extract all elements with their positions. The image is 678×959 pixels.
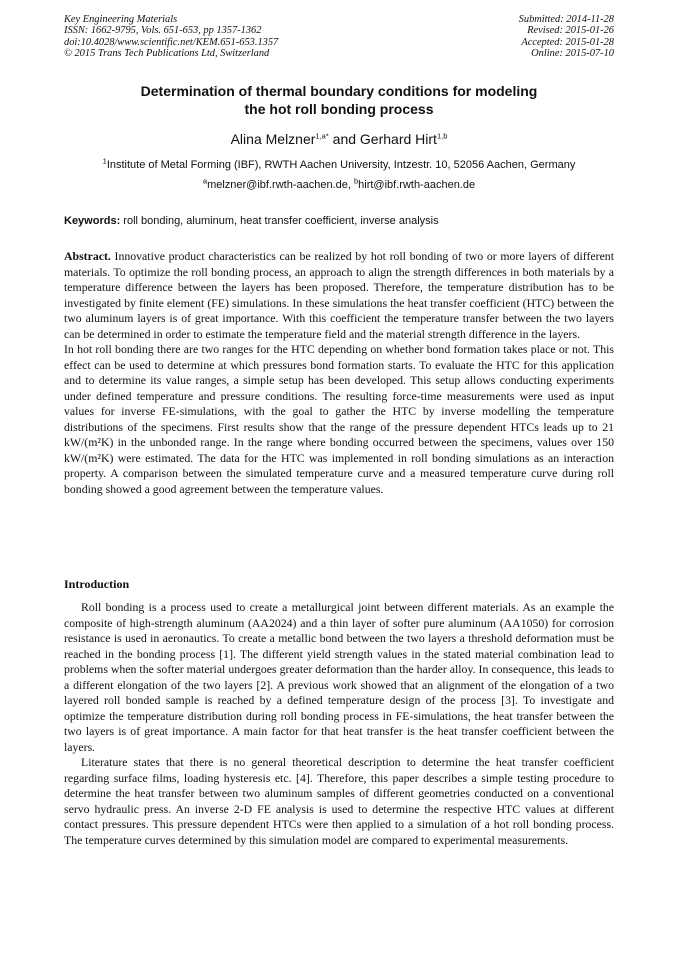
author-list [64,130,614,148]
date-revised: Revised: 2015-01-26 [527,25,614,37]
keywords-text: roll bonding, aluminum, heat transfer coefficient, inverse analysis [120,215,439,227]
abstract [64,249,614,497]
affiliation-sup: 1 [102,156,107,166]
intro-paragraph-1: Roll bonding is a process used to create a metallurgical joint between different materials. As an example the composite of high-strength aluminum (AA2024) and a thin layer of softer pure aluminum (AA1050) for corrosion resistance is used in aeronautics. To create a metallic bond between the two layers a threshold deformation must be reached in the bonding process [1]. The different yield strength values in the stated material combination lead to problems when the softer material undergoes greater deformation than the harder alloy. In consequence, this leads to a different elongation of the two layers [2]. A previous work showed that an alignment of the elongation of a two layered roll bonded sample is reached by a defined temperature design of the process [3]. To investigate and optimize the temperature distribution during roll bonding process in FE-simulations, the heat transfer between the two layers is of great importance. A main factor for that heat transfer is the heat transfer coefficient between the layers. [64,600,614,754]
journal-copyright: © 2015 Trans Tech Publications Ltd, Switzerland [64,48,270,60]
author-1: Alina Melzner [230,131,316,147]
intro-paragraph-2: Literature states that there is no general theoretical description to determine the heat transfer coefficient regarding surface films, loading hysteresis etc. [4]. Therefore, this paper describes a simple testing procedure to determine the heat transfer between two aluminum samples of different geometries conducted on a conventional servo hydraulic press. An inverse 2-D FE analysis is used to determine the respective HTC values at different contact pressures. This pressure dependent HTCs were then applied to a simulation of a hot roll bonding process. The temperature curves determined by this simulation model are compared to experimental measurements. [64,755,614,847]
email-b-sup: b [353,176,359,186]
abstract-text-1: Innovative product characteristics can be realized by hot roll bonding of two or more layers of different materials. To optimize the roll bonding process, an approach to align the strength differences in both materials by a temperature difference between the layers has been proposed. Therefore, the temperature distribution has to be investigated by finite element (FE) simulations. In these simulations the heat transfer coefficient (HTC) between the two aluminum layers is of great importance. With this coefficient the temperature transfer between the two layers can be determined in order to estimate the temperature field and the material strength difference in the layers. [64,249,614,341]
date-accepted: Accepted: 2015-01-28 [521,36,614,48]
email-a-sup: a [202,176,208,186]
keywords-label: Keywords: [64,215,121,227]
author-2: Gerhard Hirt [359,131,437,147]
author-emails [64,178,614,192]
email-b-link[interactable]: hirt@ibf.rwth-aachen.de [358,179,476,191]
abstract-paragraph-2: In hot roll bonding there are two ranges for the HTC depending on whether bond formation takes place or not. This effect can be used to determine at which pressures bond formation starts. To evaluate the HTC for this application and to determine its value ranges, a simple setup has been developed. This setup allows conducting experiments under defined temperature and pressure conditions. The resulting force-time measurements were used as input values for inverse FE-simulations, with the goal to gather the HTC by inverse modelling the temperature distributions of the specimens. First results show that the range of the pressure dependent HTCs leads up to 21 kW/(m²K) in the unbonded range. In the range where bonding occurred between the specimens, values over 150 kW/(m²K) were estimated. The data for the HTC was implemented in roll bonding simulations as an interaction property. A comparison between the simulated temperature curve and a measured temperature curve during roll bonding showed a good agreement between the temperature values. [64,342,614,496]
title-line-2: the hot roll bonding process [244,101,434,117]
affiliation-text: Institute of Metal Forming (IBF), RWTH Aachen University, Intzestr. 10, 52056 Aachen, Germany [106,159,576,171]
author-2-affil: 1,b [436,131,448,141]
email-a-link[interactable]: melzner@ibf.rwth-aachen.de [207,179,348,191]
journal-info [64,14,278,60]
publication-dates [519,14,614,60]
abstract-paragraph-1 [64,249,614,342]
journal-name: Key Engineering Materials [64,14,178,25]
journal-doi[interactable]: doi:10.4028/www.scientific.net/KEM.651-653.1357 [64,36,279,48]
date-submitted: Submitted: 2014-11-28 [518,14,614,25]
journal-issn: ISSN: 1662-9795, Vols. 651-653, pp 1357-1362 [64,25,262,37]
date-online: Online: 2015-07-10 [531,48,614,60]
email-separator: , [347,179,354,191]
author-1-affil: 1,a* [315,131,329,141]
keywords [64,214,614,228]
abstract-label: Abstract. [64,249,111,263]
section-heading-introduction: Introduction [64,577,130,591]
title-line-1: Determination of thermal boundary conditions for modeling [140,83,538,99]
author-joiner: and [328,131,360,147]
paper-title [64,82,614,118]
affiliation [40,158,638,172]
introduction-body [64,600,614,848]
journal-header [64,14,614,60]
